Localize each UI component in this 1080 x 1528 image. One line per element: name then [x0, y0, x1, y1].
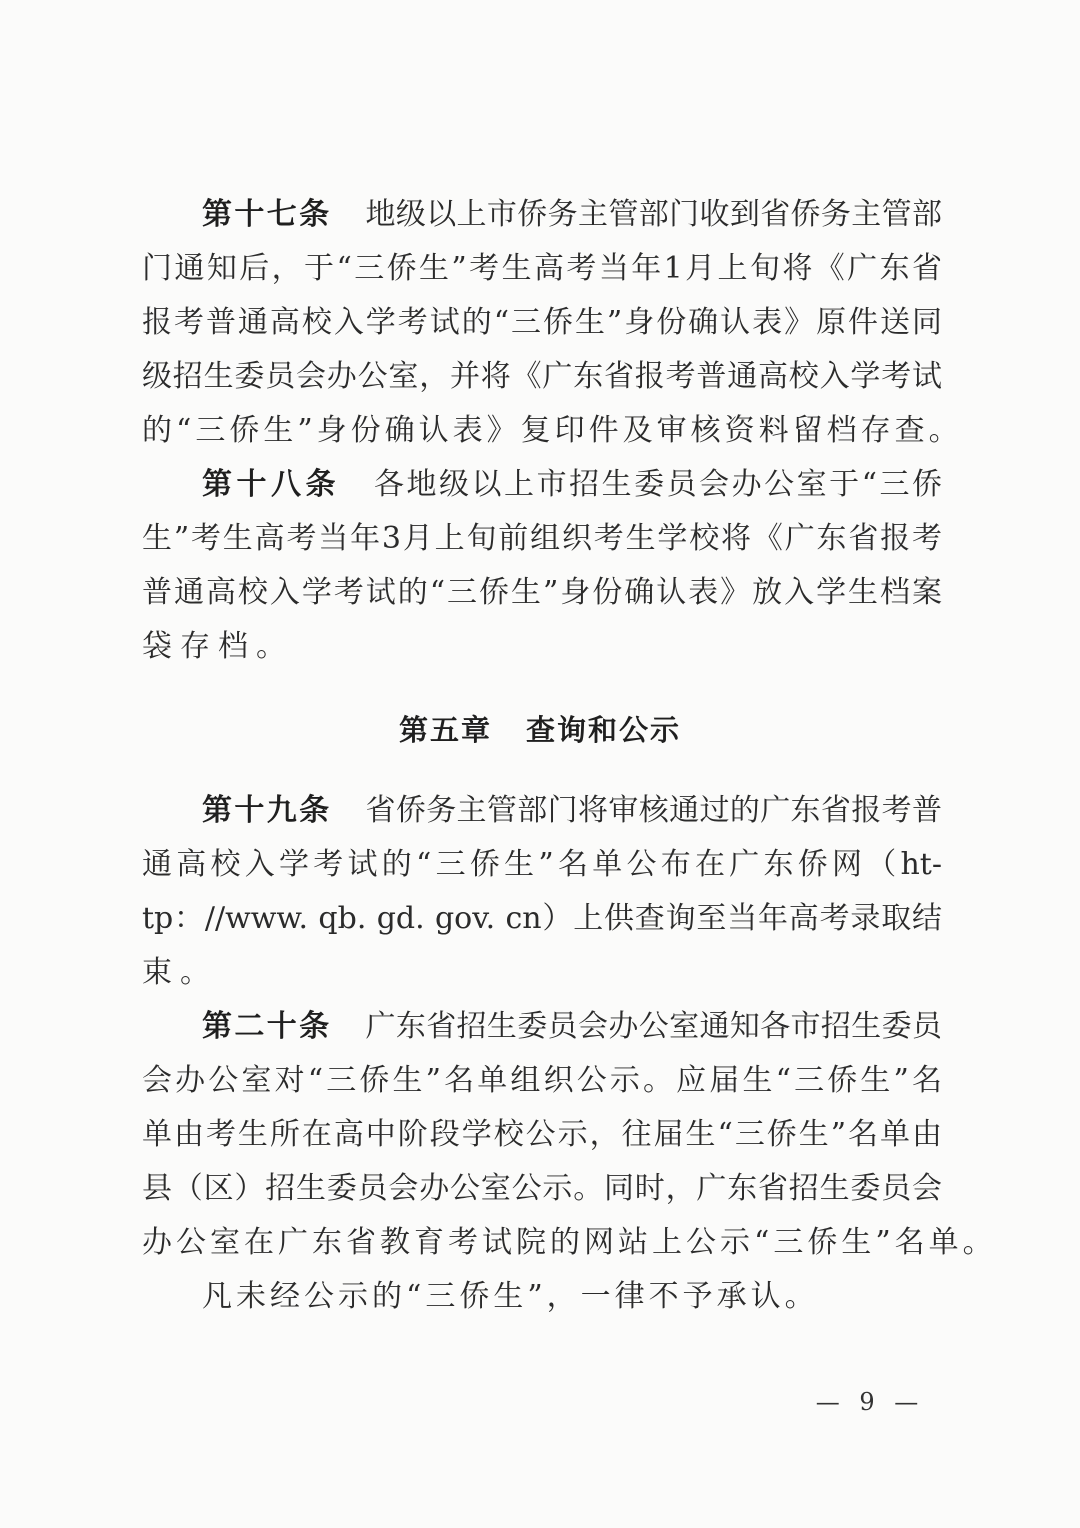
chapter-title: 查询和公示 — [526, 713, 682, 747]
article-18-line-3: 普通高校入学考试的“三侨生”身份确认表》放入学生档案 — [142, 575, 942, 610]
article-19-line-1: 第十九条 省侨务主管部门将审核通过的广东省报考普 — [202, 793, 943, 828]
article-18-line-1: 第十八条 各地级以上市招生委员会办公室于“三侨 — [202, 467, 942, 502]
article-17-line-2: 门通知后，于“三侨生”考生高考当年1月上旬将《广东省 — [142, 251, 942, 286]
article-17-line-4: 级招生委员会办公室，并将《广东省报考普通高校入学考试 — [142, 359, 942, 394]
article-19-line-4: 束。 — [142, 955, 218, 990]
article-18-heading: 第十八条 — [202, 467, 341, 502]
page-number: — 9 — — [815, 1388, 925, 1416]
article-20-line-1: 第二十条 广东省招生委员会办公室通知各市招生委员 — [202, 1009, 943, 1044]
article-17-line-3: 报考普通高校入学考试的“三侨生”身份确认表》原件送同 — [142, 305, 942, 340]
article-17-line-1: 第十七条 地级以上市侨务主管部门收到省侨务主管部 — [202, 197, 943, 232]
article-18-line-2: 生”考生高考当年3月上旬前组织考生学校将《广东省报考 — [142, 521, 942, 556]
article-20-line-3: 单由考生所在高中阶段学校公示，往届生“三侨生”名单由 — [142, 1117, 942, 1152]
article-20-heading: 第二十条 — [202, 1009, 332, 1044]
article-20-line-5: 办公室在广东省教育考试院的网站上公示“三侨生”名单。 — [142, 1225, 997, 1260]
article-20-line-6: 凡未经公示的“三侨生”，一律不予承认。 — [202, 1279, 819, 1314]
article-17-line-5: 的“三侨生”身份确认表》复印件及审核资料留档存查。 — [142, 413, 963, 448]
article-17-heading: 第十七条 — [202, 197, 332, 232]
article-19-line-3: tp：//www. qb. gd. gov. cn）上供查询至当年高考录取结 — [142, 901, 942, 936]
article-20-line-2: 会办公室对“三侨生”名单组织公示。应届生“三侨生”名 — [142, 1063, 942, 1098]
article-18-line-4: 袋存档。 — [142, 629, 294, 664]
chapter-number: 第五章 — [398, 713, 492, 747]
article-19-line-2: 通高校入学考试的“三侨生”名单公布在广东侨网（ht- — [142, 847, 942, 882]
chapter-heading — [0, 712, 1080, 748]
article-19-heading: 第十九条 — [202, 793, 332, 828]
article-20-line-4: 县（区）招生委员会办公室公示。同时，广东省招生委员会 — [142, 1171, 942, 1206]
